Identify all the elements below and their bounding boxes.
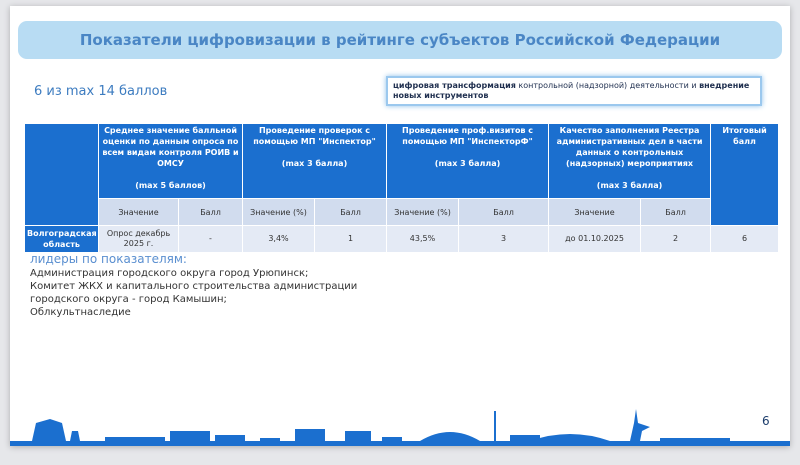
- table-cell: 43,5%: [387, 226, 459, 253]
- subheader-score: Балл: [179, 199, 243, 226]
- header-prof-visits-title: Проведение проф.визитов с помощью МП "ИнспекторФ": [402, 126, 534, 146]
- skyline-building: [105, 437, 165, 441]
- score-text: 6 из max 14 баллов: [34, 84, 168, 99]
- subheader-value-pct: Значение (%): [243, 199, 315, 226]
- subheader-value: Значение: [99, 199, 179, 226]
- note-bold-2: внедрение новых инструментов: [393, 81, 750, 100]
- skyline-building: [70, 431, 80, 441]
- skyline-stadium: [420, 432, 480, 441]
- header-inspections-title: Проведение проверок с помощью МП "Инспектор": [253, 126, 376, 146]
- skyline-building: [382, 437, 402, 441]
- header-survey-title: Среднее значение балльной оценки по данным опроса по всем видам контроля РОИВ и ОМСУ: [102, 126, 239, 168]
- city-skyline-decoration: [10, 401, 790, 446]
- subheader-value: Значение: [549, 199, 641, 226]
- skyline-building: [660, 438, 730, 441]
- header-registry: [549, 124, 711, 199]
- skyline-ground: [10, 441, 790, 446]
- table-cell: 2: [641, 226, 711, 253]
- subheader-score: Балл: [459, 199, 549, 226]
- total-cell: 6: [711, 226, 779, 253]
- region-cell: Волгоградская область: [25, 226, 99, 253]
- table-cell: до 01.10.2025: [549, 226, 641, 253]
- header-registry-title: Качество заполнения Реестра административных дел в части данных о контрольных (надзорных) мероприятиях: [556, 126, 703, 168]
- page-number: 6: [762, 414, 770, 428]
- skyline-building: [295, 429, 325, 441]
- skyline-monument: [630, 409, 650, 441]
- header-total-title: Итоговый балл: [722, 126, 767, 146]
- slide-title: Показатели цифровизации в рейтинге субъектов Российской Федерации: [79, 31, 721, 49]
- header-inspections-max: (max 3 балла): [281, 159, 348, 168]
- rating-table: [24, 123, 779, 253]
- leaders-list: [30, 267, 357, 319]
- header-registry-max: (max 3 балла): [596, 181, 663, 190]
- list-item: Комитет ЖКХ и капитального строительства администрации: [30, 281, 358, 292]
- note-bold-1: цифровая трансформация: [393, 81, 516, 90]
- list-item: городского округа - город Камышин;: [30, 294, 227, 305]
- header-survey-max: (max 5 баллов): [135, 181, 206, 190]
- header-survey: [99, 124, 243, 199]
- slide: [10, 6, 790, 446]
- skyline-building: [215, 435, 245, 441]
- table-cell: Опрос декабрь 2025 г.: [99, 226, 179, 253]
- list-item: Администрация городского округа город Урюпинск;: [30, 268, 309, 279]
- header-inspections: [243, 124, 387, 199]
- note-mid: контрольной (надзорной) деятельности и: [515, 81, 700, 90]
- table-cell: 1: [315, 226, 387, 253]
- table-cell: 3: [459, 226, 549, 253]
- header-prof-visits: [387, 124, 549, 199]
- title-bar: [18, 21, 782, 59]
- subheader-value-pct: Значение (%): [387, 199, 459, 226]
- table-cell: -: [179, 226, 243, 253]
- skyline-building: [260, 438, 280, 441]
- list-item: Облкультнаследие: [30, 307, 131, 318]
- subheader-score: Балл: [641, 199, 711, 226]
- subheader-score: Балл: [315, 199, 387, 226]
- leaders-title: лидеры по показателям:: [30, 252, 187, 266]
- table-row: [25, 226, 779, 253]
- skyline-building: [345, 431, 371, 441]
- skyline-tower: [494, 411, 496, 441]
- skyline-building: [170, 431, 210, 441]
- header-total: [711, 124, 779, 226]
- header-corner: [25, 124, 99, 226]
- skyline-arena: [530, 434, 610, 441]
- note-box: [386, 76, 762, 106]
- skyline-building: [32, 419, 66, 441]
- table-cell: 3,4%: [243, 226, 315, 253]
- header-prof-visits-max: (max 3 балла): [434, 159, 501, 168]
